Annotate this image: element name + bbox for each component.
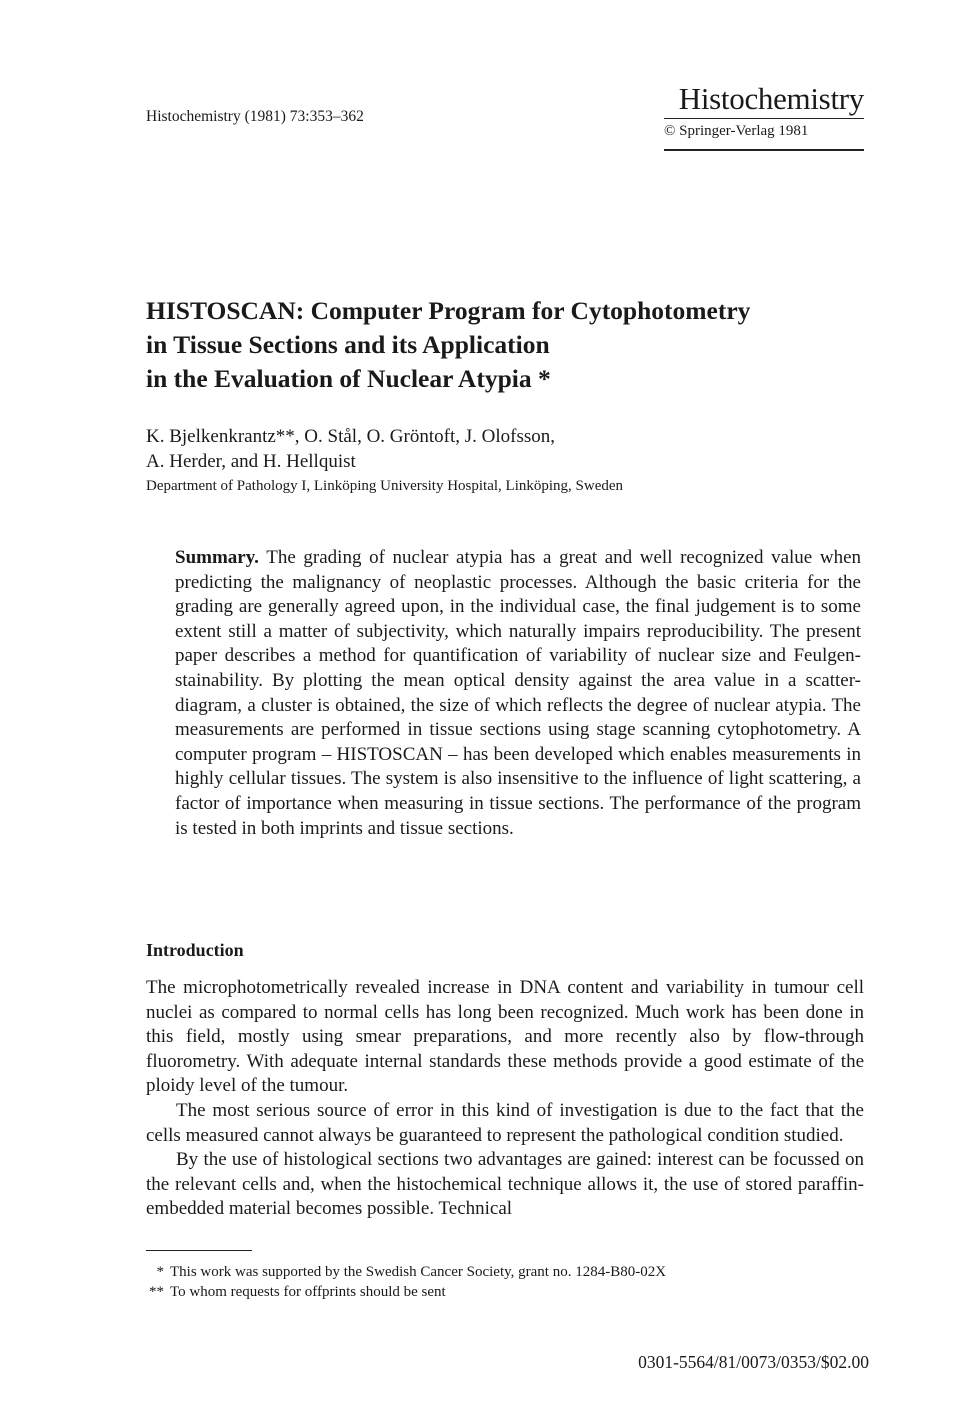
footnote (146, 1262, 666, 1282)
masthead-rule-bottom (664, 149, 864, 151)
abstract-label: Summary. (175, 547, 259, 568)
authors-line: K. Bjelkenkrantz**, O. Stål, O. Gröntoft, J. Olofsson, (146, 426, 555, 447)
abstract-text: The grading of nuclear atypia has a great and well recognized value when predicting the malignancy of neoplastic processes. Although the basic criteria for the grading are generally agreed upon, in the individual case, the final judgement is to some extent still a matter of subjectivity, which naturally impairs reproducibility. The present paper describes a method for quantification of variability of nuclear size and Feulgen-stainability. By plotting the mean optical density against the area value in a scatter-diagram, a cluster is obtained, the size of which reflects the degree of nuclear atypia. The measurements are performed in tissue sections using stage scanning cytophotometry. A computer program – HISTOSCAN – has been developed which enables measurements in highly cellular tissues. The system is also insensitive to the influence of light scattering, a factor of importance when measuring in tissue sections. The performance of the program is tested in both imprints and tissue sections. (175, 547, 861, 839)
footnote-separator (146, 1250, 252, 1251)
section-heading-introduction: Introduction (146, 940, 244, 960)
journal-citation: Histochemistry (1981) 73:353–362 (146, 108, 364, 125)
author-affiliation: Department of Pathology I, Linköping University Hospital, Linköping, Sweden (146, 478, 624, 494)
issn-code: 0301-5564/81/0073/0353/$02.00 (638, 1352, 869, 1372)
footnote (146, 1282, 666, 1302)
body-paragraph: By the use of histological sections two advantages are gained: interest can be focussed on the relevant cells and, when the histochemical technique allows it, the use of stored paraffin-embedded material becomes possible. Technical (146, 1149, 864, 1220)
article-title (146, 294, 846, 396)
footnote-mark: * (156, 1264, 164, 1280)
body-paragraph: The microphotometrically revealed increase in DNA content and variability in tumour cell nuclei as compared to normal cells has long been recognized. Much work has been done in this field, mostly using smear preparations, and more recently also by flow-through fluorometry. With adequate internal standards these methods provide a good estimate of the ploidy level of the tumour. (146, 977, 864, 1097)
masthead-rule-top (664, 118, 864, 119)
journal-name: Histochemistry (678, 81, 864, 116)
body-paragraph: The most serious source of error in this kind of investigation is due to the fact that the cells measured cannot always be guaranteed to represent the pathological condition studied. (146, 1099, 864, 1146)
footnote-mark: ** (149, 1284, 164, 1300)
footnotes (146, 1262, 666, 1302)
footnote-text: To whom requests for offprints should be sent (170, 1284, 446, 1300)
introduction-body (146, 976, 864, 1222)
journal-masthead (664, 82, 864, 151)
abstract (175, 546, 861, 841)
title-line: HISTOSCAN: Computer Program for Cytophotometry (146, 296, 751, 325)
title-line: in the Evaluation of Nuclear Atypia * (146, 364, 551, 393)
author-list (146, 424, 555, 474)
publisher-copyright: © Springer-Verlag 1981 (664, 123, 809, 139)
title-line: in Tissue Sections and its Application (146, 330, 550, 359)
footnote-text: This work was supported by the Swedish Cancer Society, grant no. 1284-B80-02X (170, 1264, 667, 1280)
authors-line: A. Herder, and H. Hellquist (146, 451, 356, 472)
